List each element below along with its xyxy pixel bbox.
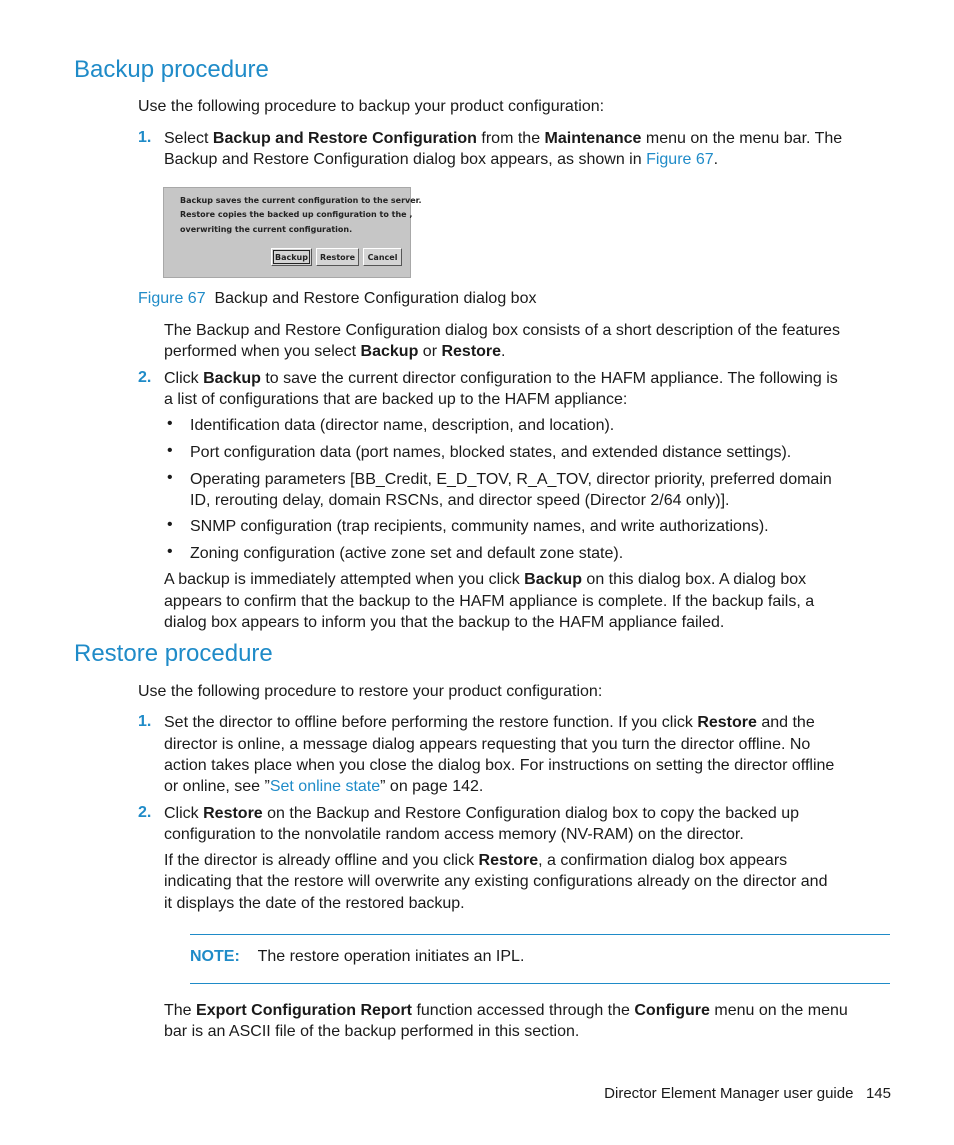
- paragraph: A backup is immediately attempted when you click Backup on this dialog box. A dialog box: [164, 571, 807, 588]
- bullet-marker: •: [167, 442, 173, 459]
- list-item: ID, rerouting delay, domain RSCNs, and director speed (Director 2/64 only)].: [190, 492, 730, 509]
- paragraph: performed when you select Backup or Restore.: [164, 343, 506, 360]
- restore-intro: Use the following procedure to restore your product configuration:: [138, 683, 603, 700]
- bullet-marker: •: [167, 469, 173, 486]
- restore-button[interactable]: Restore: [316, 248, 359, 266]
- step-text: configuration to the nonvolatile random access memory (NV-RAM) on the director.: [164, 826, 744, 843]
- backup-button[interactable]: Backup: [271, 248, 312, 266]
- step-number: 2.: [138, 369, 152, 386]
- bullet-marker: •: [167, 415, 173, 432]
- figure-label: Figure 67: [138, 290, 206, 307]
- restore-heading: Restore procedure: [74, 640, 273, 667]
- list-item: Port configuration data (port names, blocked states, and extended distance settings).: [190, 444, 792, 461]
- note-top-rule: [190, 934, 890, 935]
- step-number: 2.: [138, 804, 152, 821]
- step-text: director is online, a message dialog appears requesting that you turn the director offline. No: [164, 736, 811, 753]
- step-text: Backup and Restore Configuration dialog box appears, as shown in Figure 67.: [164, 151, 719, 168]
- backup-heading: Backup procedure: [74, 56, 269, 83]
- cancel-button[interactable]: Cancel: [363, 248, 402, 266]
- step-text: Click Backup to save the current director configuration to the HAFM appliance. The following is: [164, 370, 838, 387]
- list-item: Zoning configuration (active zone set and default zone state).: [190, 545, 624, 562]
- figure-caption: Figure 67 Backup and Restore Configuration dialog box: [138, 290, 537, 307]
- page-footer: [604, 1083, 891, 1104]
- footer-title: Director Element Manager user guide: [604, 1085, 854, 1102]
- list-item: SNMP configuration (trap recipients, community names, and write authorizations).: [190, 518, 769, 535]
- bullet-marker: •: [167, 543, 173, 560]
- dialog-message: overwriting the current configuration.: [180, 225, 353, 234]
- paragraph: dialog box appears to inform you that the backup to the HAFM appliance failed.: [164, 614, 725, 631]
- backup-restore-dialog: [163, 187, 422, 278]
- list-item: Identification data (director name, description, and location).: [190, 417, 615, 434]
- note-label: NOTE:: [190, 948, 240, 965]
- paragraph: appears to confirm that the backup to the HAFM appliance is complete. If the backup fails, a: [164, 593, 815, 610]
- step-text: indicating that the restore will overwrite any existing configurations already on the director and: [164, 873, 828, 890]
- dialog-message: Backup saves the current configuration to the server.: [180, 196, 422, 205]
- step-text: or online, see ”Set online state” on page 142.: [164, 778, 484, 795]
- paragraph: bar is an ASCII file of the backup performed in this section.: [164, 1023, 580, 1040]
- step-text: Select Backup and Restore Configuration from the Maintenance menu on the menu bar. The: [164, 130, 843, 147]
- step-text: Set the director to offline before performing the restore function. If you click Restore and the: [164, 714, 815, 731]
- dialog-message: Restore copies the backed up configuration to the ,: [180, 210, 413, 219]
- step-text: action takes place when you close the dialog box. For instructions on setting the director offline: [164, 757, 835, 774]
- note: NOTE: The restore operation initiates an IPL.: [190, 948, 525, 965]
- paragraph: The Export Configuration Report function accessed through the Configure menu on the menu: [164, 1002, 848, 1019]
- step-number: 1.: [138, 129, 152, 146]
- step-number: 1.: [138, 713, 152, 730]
- paragraph: The Backup and Restore Configuration dialog box consists of a short description of the features: [164, 322, 840, 339]
- step-text: a list of configurations that are backed up to the HAFM appliance:: [164, 391, 628, 408]
- set-online-state-link[interactable]: Set online state: [269, 778, 381, 795]
- step-text: it displays the date of the restored backup.: [164, 895, 465, 912]
- figure-link[interactable]: Figure 67: [646, 151, 714, 168]
- page-number: 145: [865, 1085, 891, 1102]
- step-text: Click Restore on the Backup and Restore Configuration dialog box to copy the backed up: [164, 805, 800, 822]
- backup-intro: Use the following procedure to backup your product configuration:: [138, 98, 605, 115]
- bullet-marker: •: [167, 516, 173, 533]
- step-text: If the director is already offline and you click Restore, a confirmation dialog box appears: [164, 852, 788, 869]
- note-bottom-rule: [190, 983, 890, 984]
- list-item: Operating parameters [BB_Credit, E_D_TOV, R_A_TOV, director priority, preferred domain: [190, 471, 832, 488]
